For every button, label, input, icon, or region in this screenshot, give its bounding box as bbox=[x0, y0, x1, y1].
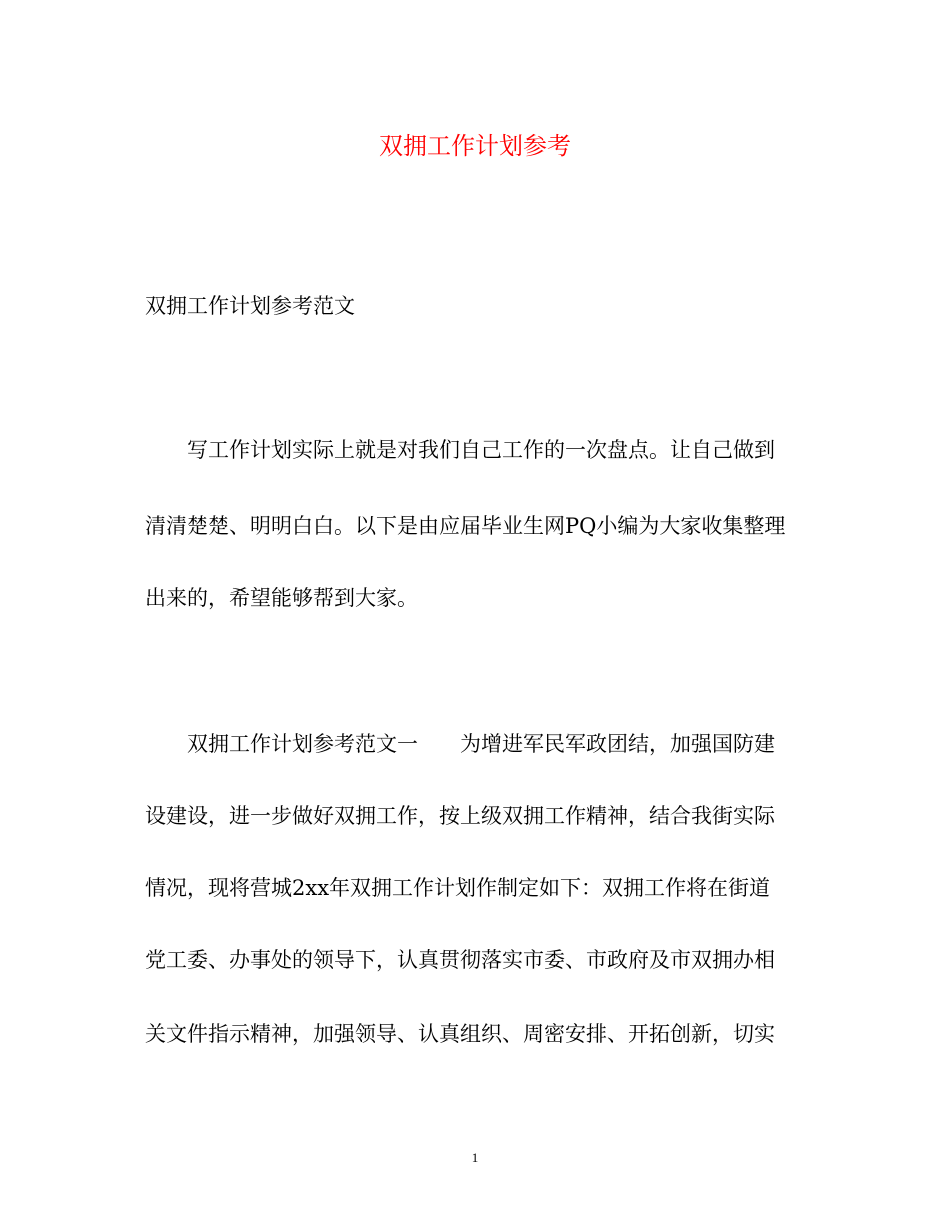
paragraph-line: 情况，现将营城2xx年双拥工作计划作制定如下：双拥工作将在街道 bbox=[145, 876, 771, 900]
document-title: 双拥工作计划参考 bbox=[379, 132, 571, 160]
paragraph-line: 设建设，进一步做好双拥工作，按上级双拥工作精神，结合我街实际 bbox=[145, 804, 775, 828]
paragraph-line: 清清楚楚、明明白白。以下是由应届毕业生网PQ小编为大家收集整理 bbox=[145, 514, 786, 538]
document-subtitle: 双拥工作计划参考范文 bbox=[145, 294, 355, 318]
paragraph-line: 写工作计划实际上就是对我们自己工作的一次盘点。让自己做到 bbox=[187, 438, 775, 462]
paragraph-line: 双拥工作计划参考范文一 为增进军民军政团结，加强国防建 bbox=[187, 732, 775, 756]
page-number: 1 bbox=[471, 1150, 479, 1165]
paragraph-line: 关文件指示精神，加强领导、认真组织、周密安排、开拓创新，切实 bbox=[145, 1022, 775, 1046]
paragraph-line: 出来的，希望能够帮到大家。 bbox=[145, 586, 418, 610]
paragraph-line: 党工委、办事处的领导下，认真贯彻落实市委、市政府及市双拥办相 bbox=[145, 948, 775, 972]
